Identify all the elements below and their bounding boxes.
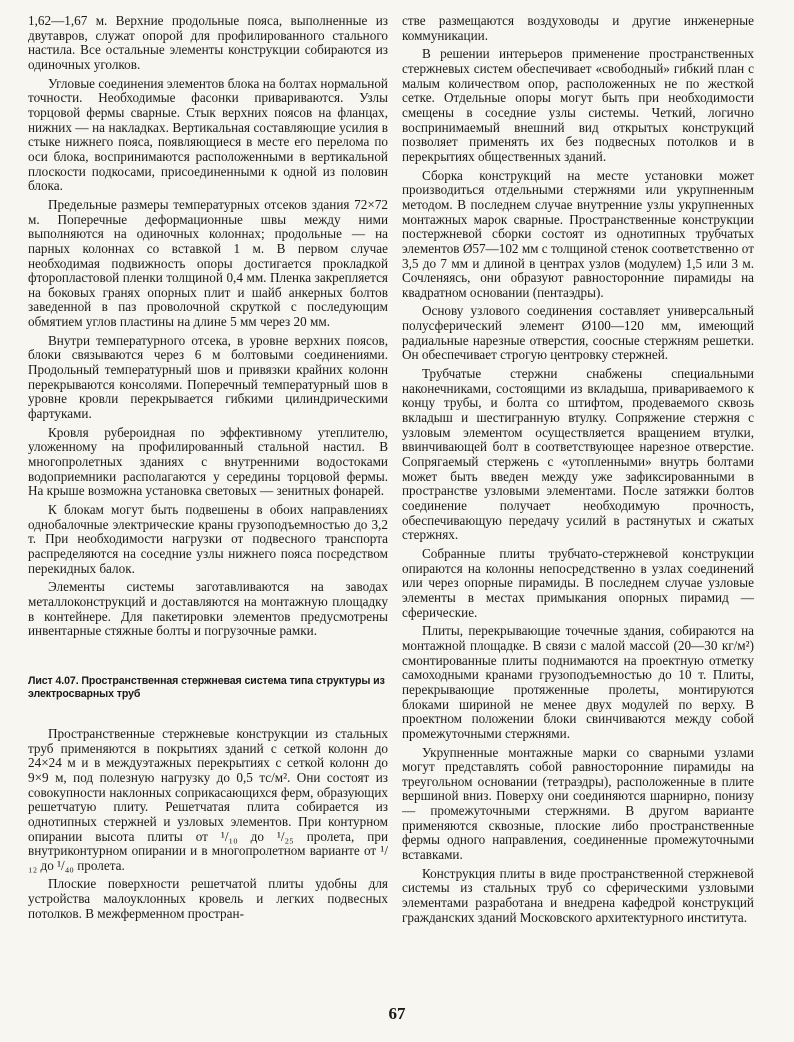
paragraph: Пространственные стержневые конструкции из стальных труб применяются в покрытиях зданий с сеткой колонн до 24×24 м и в междуэтажных перекрытиях с сеткой колонн до 9×9 м, под полезную нагрузку до 0,5 тс/м². Они состоят из совокупности наклонных соприкасающихся ферм, образующих решетчатую плиту. Решетчатая плита собирается из однотипных стержней и узловых элементов. При контурном опирании высота плиты от ¹/₁₀ до ¹/₂₅ пролета, при внутриконтурном опирании и в многопролетном варианте от ¹/₁₂ до ¹/₄₀ пролета. — [28, 725, 388, 873]
paragraph: Собранные плиты трубчато-стержневой конструкции опираются на колонны непосредственно в узлах соединений или через опорные пирамиды. В последнем случае узловые элементы в местах примыкания опорных пирамид — сферические. — [402, 545, 754, 620]
paragraph: Конструкция плиты в виде пространственной стержневой системы из стальных труб со сферическими узловыми элементами разработана и внедрена кафедрой конструкций гражданских зданий Московского архитектурного института. — [402, 865, 754, 925]
paragraph: В решении интерьеров применение пространственных стержневых систем обеспечивает «свободный» гибкий план с малым количеством опор, расположенных не по жесткой сетке. Отдельные опоры могут быть при необходимости смещены в соседние узлы системы. Четкий, логично воспринимаемый внешний вид открытых конструкций позволяет применять их без подвесных потолков и в перекрытиях общественных зданий. — [402, 46, 754, 164]
paragraph: К блокам могут быть подвешены в обоих направлениях однобалочные электрические краны грузоподъемностью до 3,2 т. При необходимости нагрузки от подвесного транспорта распределяются на соседние узлы нижнего пояса посредством перекидных балок. — [28, 502, 388, 576]
page-number: 67 — [388, 1004, 406, 1023]
right-column — [402, 14, 754, 929]
paragraph: Плиты, перекрывающие точечные здания, собираются на монтажной площадке. В связи с малой массой (20—30 кг/м²) смонтированные плиты поднимаются на проектную отметку самоходными кранами грузоподъемностью до 10 т. Плиты, перекрывающие протяженные пролеты, монтируются блоками шириной не менее двух модулей по верху. В проектном положении блоки свинчиваются между собой промежуточными стержнями. — [402, 623, 754, 741]
paragraph: Кровля рубероидная по эффективному утеплителю, уложенному на профилированный стальной настил. В многопролетных зданиях с внутренними водостоками водоприемники располагаются у середины торцовой фермы. На крыше возможна установка световых — зенитных фонарей. — [28, 424, 388, 499]
paragraph: Сборка конструкций на месте установки может производиться отдельными стержнями или укрупненным методом. В последнем случае внутренние узлы укрупненных монтажных марок сварные. Пространственные конструкции постержневой сборки состоят из однотипных трубчатых элементов Ø57—102 мм с толщиной стенок соответственно от 3,5 до 7 мм и длиной в центрах узлов (модулем) 1,5 или 3 м. Сочленяясь, они образуют равносторонние пирамиды на квадратном основании (пентаэдры). — [402, 167, 754, 300]
paragraph: стве размещаются воздуховоды и другие инженерные коммуникации. — [402, 13, 754, 43]
left-column — [28, 14, 388, 925]
paragraph: Укрупненные монтажные марки со сварными узлами могут представлять собой равносторонние пирамиды на треугольном основании (тетраэдры), расположенные в плите вершиной вниз. Поверху они соединяются шарнирно, понизу — промежуточными стержнями. В другом варианте применяются сквозные, плоские либо пространственные фермы одного направления, соединенные промежуточными вставками. — [402, 744, 754, 863]
section-heading: Лист 4.07. Пространственная стержневая система типа структуры из электросварных труб — [28, 674, 385, 700]
paragraph: Элементы системы заготавливаются на заводах металлоконструкций и доставляются на монтажную площадку в контейнере. Для пакетировки элементов предусмотрены инвентарные стяжные болты и погрузочные рамки. — [28, 579, 388, 639]
paragraph: Трубчатые стержни снабжены специальными наконечниками, состоящими из вкладыша, привариваемого к концу трубы, и болта со штифтом, продеваемого сквозь вкладыш и шестигранную втулку. Сопряжение стержня с узловым элементом осуществляется вращением втулки, ввинчивающей болт в соответствующее нарезное отверстие. Сопрягаемый стержень с «утопленными» внутрь болтами может быть введен между уже зафиксированными в пространстве узловыми элементами. После затяжки болтов соединение получает необходимую прочность, обеспечивающую передачу усилий в растянутых и сжатых стержнях. — [402, 366, 754, 543]
paragraph: Внутри температурного отсека, в уровне верхних поясов, блоки связываются через 6 м болтовыми соединениями. Продольный температурный шов и привязки крайних колонн перекрываются консолями. Поперечный температурный шов в уровне кровли перекрывается гибкими цилиндрическими фартуками. — [28, 332, 388, 422]
paragraph: 1,62—1,67 м. Верхние продольные пояса, выполненные из двутавров, служат опорой для профилированного стального настила. Все остальные элементы конструкции собираются из одиночных уголков. — [28, 13, 388, 72]
paragraph: Плоские поверхности решетчатой плиты удобны для устройства малоуклонных кровель и легких подвесных потолков. В межферменном простран- — [28, 876, 388, 921]
paragraph: Основу узлового соединения составляет универсальный полусферический элемент Ø100—120 мм, имеющий радиальные нарезные отверстия, соосные стержням решетки. Он обеспечивает строгую центровку стержней. — [402, 303, 754, 363]
paragraph: Предельные размеры температурных отсеков здания 72×72 м. Поперечные деформационные швы между ними выполняются на одиночных колоннах; продольные — на парных колоннах со вставкой 1 м. В первом случае необходимая подвижность опоры достигается прокладкой фторопластовой пленки толщиной 0,4 мм. Пленка закрепляется на боковых гранях опорных плит и шайб анкерных болтов заведенной в паз проволочной скруткой с последующим обмятием углов пластины на длине 5 мм через 20 мм. — [28, 196, 388, 330]
paragraph: Угловые соединения элементов блока на болтах нормальной точности. Необходимые фасонки привариваются. Узлы торцовой фермы сварные. Стык верхних поясов на фланцах, нижних — на накладках. Вертикальная составляющие усилия в стыке нижнего пояса, появляющиеся в месте его перелома по оси блока, воспринимаются расположенными в вертикальной плоскости подкосами, присоединенными к одной из половин блока. — [28, 75, 388, 194]
